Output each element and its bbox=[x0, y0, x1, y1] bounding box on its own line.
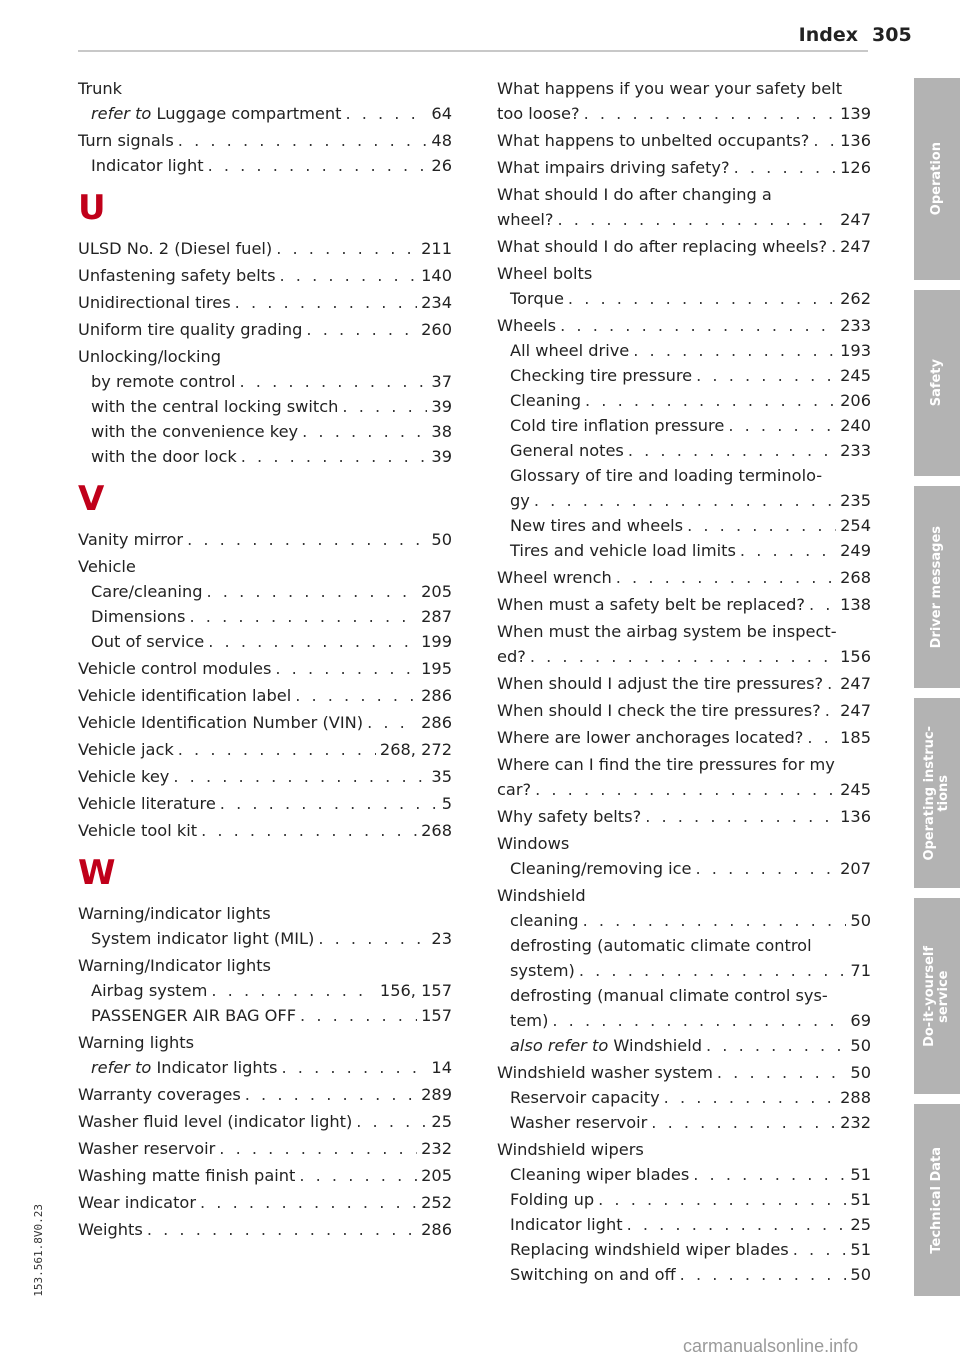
index-entry: What happens to unbelted occupants? . . . 136 bbox=[497, 128, 871, 153]
index-entry: ed? . . . 156 bbox=[497, 644, 871, 669]
index-entry: Vehicle key . . . 35 bbox=[78, 764, 452, 789]
index-entry: Warning/indicator lights bbox=[78, 904, 271, 923]
tab-operating-instructions[interactable]: Operating instruc- tions bbox=[914, 698, 960, 888]
section-title: Index bbox=[798, 24, 858, 46]
index-entry: Vehicle tool kit . . . 268 bbox=[78, 818, 452, 843]
index-entry: cleaning . . . 50 bbox=[497, 908, 871, 933]
tab-operation[interactable]: Operation bbox=[914, 78, 960, 280]
index-entry: Wheel wrench . . . 268 bbox=[497, 565, 871, 590]
index-entry: Indicator light . . . 25 bbox=[497, 1212, 871, 1237]
index-entry: Vehicle jack . . . 268, 272 bbox=[78, 737, 452, 762]
index-entry: wheel? . . . 247 bbox=[497, 207, 871, 232]
index-entry: Weights . . . 286 bbox=[78, 1217, 452, 1242]
index-entry: Folding up . . . 51 bbox=[497, 1187, 871, 1212]
index-entry: defrosting (manual climate control sys- bbox=[510, 986, 828, 1005]
header-rule bbox=[78, 50, 868, 52]
section-letter-u: U bbox=[78, 188, 106, 228]
index-entry: Washer fluid level (indicator light) . . . 25 bbox=[78, 1109, 452, 1134]
tab-driver-messages[interactable]: Driver messages bbox=[914, 486, 960, 688]
index-entry: Vehicle Identification Number (VIN) . . . 286 bbox=[78, 710, 452, 735]
index-entry: Where are lower anchorages located? . . . 185 bbox=[497, 725, 871, 750]
index-entry: refer to Luggage compartment . . . 64 bbox=[78, 101, 452, 126]
index-entry: gy . . . 235 bbox=[497, 488, 871, 513]
index-column-left bbox=[78, 76, 452, 1242]
page-number: 305 bbox=[872, 24, 912, 46]
index-entry: Switching on and off . . . 50 bbox=[497, 1262, 871, 1287]
index-entry: also refer to Windshield . . . 50 bbox=[497, 1033, 871, 1058]
index-entry: Reservoir capacity . . . 288 bbox=[497, 1085, 871, 1110]
index-entry: tem) . . . 69 bbox=[497, 1008, 871, 1033]
index-entry: Airbag system . . . 156, 157 bbox=[78, 978, 452, 1003]
index-entry: Trunk bbox=[78, 79, 123, 98]
index-entry: car? . . . 245 bbox=[497, 777, 871, 802]
index-entry: with the central locking switch . . . 39 bbox=[78, 394, 452, 419]
index-entry: What should I do after replacing wheels? . . . 247 bbox=[497, 234, 871, 259]
index-entry: Washer reservoir . . . 232 bbox=[497, 1110, 871, 1135]
tab-do-it-yourself-service[interactable]: Do-it-yourself service bbox=[914, 898, 960, 1094]
index-entry: Windshield wipers bbox=[497, 1140, 644, 1159]
index-entry: Cleaning/removing ice . . . 207 bbox=[497, 856, 871, 881]
index-entry: Warranty coverages . . . 289 bbox=[78, 1082, 452, 1107]
index-entry: What should I do after changing a bbox=[497, 185, 772, 204]
index-entry: system) . . . 71 bbox=[497, 958, 871, 983]
index-entry: Wheel bolts bbox=[497, 264, 593, 283]
index-entry: with the door lock . . . 39 bbox=[78, 444, 452, 469]
index-entry: When must the airbag system be inspect- bbox=[497, 622, 837, 641]
index-entry: Uniform tire quality grading . . . 260 bbox=[78, 317, 452, 342]
index-entry: Why safety belts? . . . 136 bbox=[497, 804, 871, 829]
index-entry: Turn signals . . . 48 bbox=[78, 128, 452, 153]
index-entry: Vanity mirror . . . 50 bbox=[78, 527, 452, 552]
index-entry: with the convenience key . . . 38 bbox=[78, 419, 452, 444]
index-entry: Unidirectional tires . . . 234 bbox=[78, 290, 452, 315]
section-letter-v: V bbox=[78, 479, 105, 519]
index-entry: Cleaning wiper blades . . . 51 bbox=[497, 1162, 871, 1187]
index-entry: Wear indicator . . . 252 bbox=[78, 1190, 452, 1215]
index-entry: What happens if you wear your safety belt bbox=[497, 79, 843, 98]
index-entry: Tires and vehicle load limits . . . 249 bbox=[497, 538, 871, 563]
index-entry: Indicator light . . . 26 bbox=[78, 153, 452, 178]
index-entry: Washing matte finish paint . . . 205 bbox=[78, 1163, 452, 1188]
index-entry: PASSENGER AIR BAG OFF . . . 157 bbox=[78, 1003, 452, 1028]
index-entry: Vehicle bbox=[78, 557, 136, 576]
index-entry: Torque . . . 262 bbox=[497, 286, 871, 311]
section-letter-w: W bbox=[78, 853, 116, 893]
index-entry: New tires and wheels . . . 254 bbox=[497, 513, 871, 538]
index-entry: Warning lights bbox=[78, 1033, 195, 1052]
watermark: carmanualsonline.info bbox=[683, 1336, 859, 1356]
index-entry: Where can I find the tire pressures for my bbox=[497, 755, 835, 774]
index-entry: Vehicle literature . . . 5 bbox=[78, 791, 452, 816]
index-entry: Glossary of tire and loading terminolo- bbox=[510, 466, 823, 485]
index-entry: Unfastening safety belts . . . 140 bbox=[78, 263, 452, 288]
tab-safety[interactable]: Safety bbox=[914, 290, 960, 476]
index-entry: General notes . . . 233 bbox=[497, 438, 871, 463]
index-entry: Wheels . . . 233 bbox=[497, 313, 871, 338]
document-code: 153.561.8V0.23 bbox=[31, 1203, 45, 1297]
index-entry: Vehicle identification label . . . 286 bbox=[78, 683, 452, 708]
index-entry: Windows bbox=[497, 834, 570, 853]
index-entry: Unlocking/locking bbox=[78, 347, 221, 366]
index-entry: ULSD No. 2 (Diesel fuel) . . . 211 bbox=[78, 236, 452, 261]
page-header bbox=[78, 24, 938, 46]
index-entry: Out of service . . . 199 bbox=[78, 629, 452, 654]
index-entry: Vehicle control modules . . . 195 bbox=[78, 656, 452, 681]
index-entry: System indicator light (MIL) . . . 23 bbox=[78, 926, 452, 951]
index-entry: Windshield bbox=[497, 886, 586, 905]
index-entry: When must a safety belt be replaced? . . . 138 bbox=[497, 592, 871, 617]
index-entry: refer to Indicator lights . . . 14 bbox=[78, 1055, 452, 1080]
index-column-right bbox=[497, 76, 871, 1287]
index-entry: defrosting (automatic climate control bbox=[510, 936, 812, 955]
index-entry: too loose? . . . 139 bbox=[497, 101, 871, 126]
index-entry: Washer reservoir . . . 232 bbox=[78, 1136, 452, 1161]
index-entry: All wheel drive . . . 193 bbox=[497, 338, 871, 363]
tab-technical-data[interactable]: Technical Data bbox=[914, 1104, 960, 1296]
index-entry: What impairs driving safety? . . . 126 bbox=[497, 155, 871, 180]
index-entry: When should I check the tire pressures? . . . 247 bbox=[497, 698, 871, 723]
index-entry: Dimensions . . . 287 bbox=[78, 604, 452, 629]
index-entry: Checking tire pressure . . . 245 bbox=[497, 363, 871, 388]
index-entry: by remote control . . . 37 bbox=[78, 369, 452, 394]
index-entry: Replacing windshield wiper blades . . . 51 bbox=[497, 1237, 871, 1262]
index-entry: Windshield washer system . . . 50 bbox=[497, 1060, 871, 1085]
index-entry: Cold tire inflation pressure . . . 240 bbox=[497, 413, 871, 438]
index-entry: Care/cleaning . . . 205 bbox=[78, 579, 452, 604]
index-entry: Warning/Indicator lights bbox=[78, 956, 271, 975]
index-entry: Cleaning . . . 206 bbox=[497, 388, 871, 413]
index-entry: When should I adjust the tire pressures? . . . 247 bbox=[497, 671, 871, 696]
